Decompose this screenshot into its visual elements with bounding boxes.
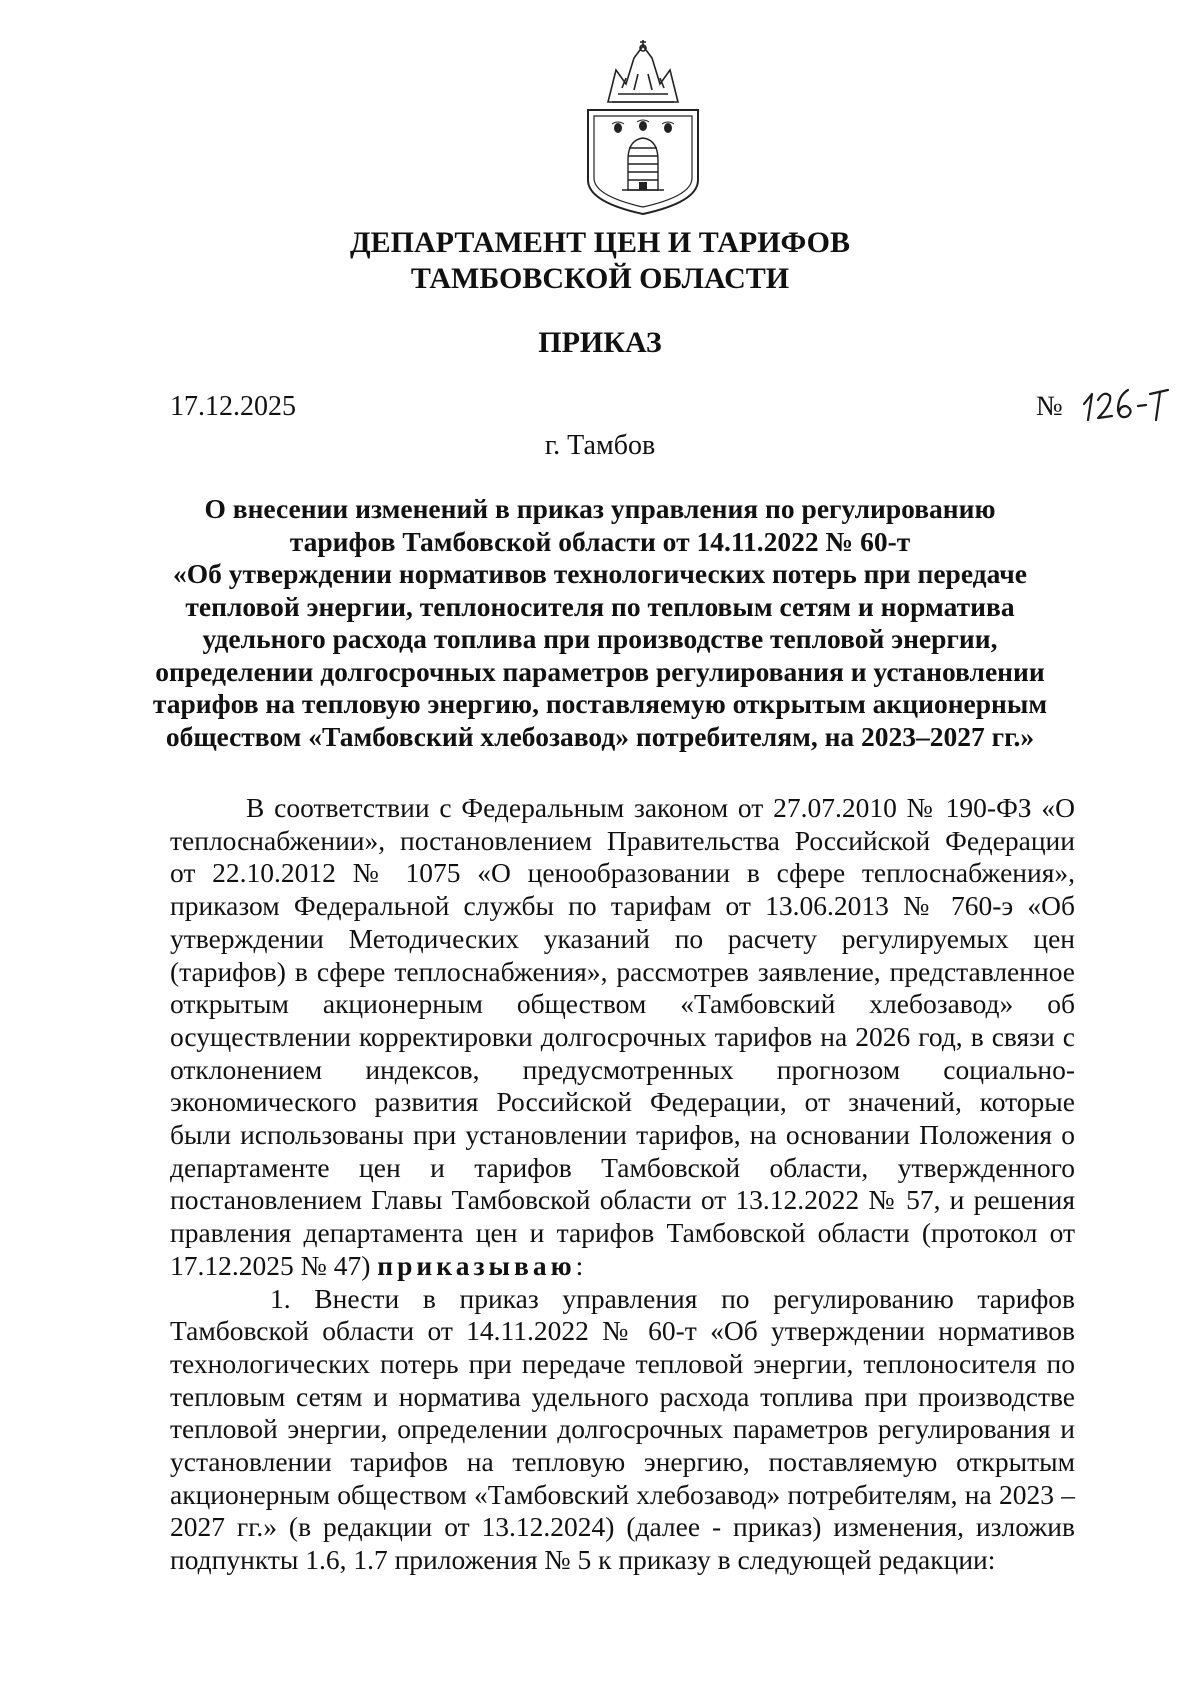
organization-name-line2: ТАМБОВСКОЙ ОБЛАСТИ (410, 262, 790, 295)
title-line: тарифов Тамбовской области от 14.11.2022 № 60-т (289, 525, 911, 557)
order-colon: : (575, 1249, 584, 1281)
document-date: 17.12.2025 (170, 391, 296, 422)
title-line: «Об утверждении нормативов технологических потерь при передаче (173, 558, 1027, 589)
organization-name-line1: ДЕПАРТАМЕНТ ЦЕН И ТАРИФОВ (349, 226, 851, 259)
document-type: ПРИКАЗ (538, 326, 662, 359)
item-1-paragraph: 1. Внести в приказ управления по регулированию тарифов Тамбовской области от 14.11.2022 № 60-т «Об утверждении нормативов технологических потерь при передаче тепловой энергии, теплоносителя по тепловым сетям и норматива удельного расхода топлива при производстве тепловой энергии, определении долгосрочных параметров регулирования и установлении тарифов на тепловую энергию, поставляемую открытым акционерным обществом «Тамбовский хлебозавод» потребителям, на 2023 – 2027 гг.» (в редакции от 13.12.2024) (далее - приказ) изменения, изложив подпункты 1.6, 1.7 приложения № 5 к приказу в следующей редакции: (170, 1282, 1075, 1576)
title-line: О внесении изменений в приказ управления по регулированию (204, 493, 996, 524)
document-place: г. Тамбов (544, 430, 656, 461)
coat-of-arms-icon (578, 40, 708, 218)
preamble-text: В соответствии с Федеральным законом от 27.07.2010 № 190-ФЗ «О теплоснабжении», постановлением Правительства Российской Федерации от 22.10.2012 № 1075 «О ценообразовании в сфере теплоснабжения», приказом Федеральной службы по тарифам от 13.06.2013 № 760-э «Об утверждении Методических указаний по расчету регулируемых цен (тарифов) в сфере теплоснабжения», рассмотрев заявление, представленное открытым акционерным обществом «Тамбовский хлебозавод» об осуществлении корректировки долгосрочных тарифов на 2026 год, в связи с отклонением индексов, предусмотренных прогнозом социально-экономического развития Российской Федерации, от значений, которые были использованы при установлении тарифов, на основании Положения о департаменте цен и тарифов Тамбовской области, утвержденного постановлением Главы Тамбовской области от 13.12.2022 № 57, и решения правления департамента цен и тарифов Тамбовской области (протокол от 17.12.2025 № 47) (170, 792, 1075, 1281)
title-line: определении долгосрочных параметров регулирования и установлении (155, 655, 1045, 687)
title-line: тепловой энергии, теплоносителя по тепловым сетям и норматива (185, 590, 1015, 622)
handwritten-document-number (1080, 380, 1170, 426)
title-line: тарифов на тепловую энергию, поставляемую открытым акционерным (152, 688, 1048, 719)
preamble-paragraph (170, 792, 1075, 1283)
title-line: обществом «Тамбовский хлебозавод» потребителям, на 2023–2027 гг.» (165, 720, 1035, 752)
document-title (150, 493, 1050, 753)
document-body (170, 792, 1075, 1577)
title-line: удельного расхода топлива при производстве тепловой энергии, (202, 623, 998, 654)
order-word: приказываю (377, 1249, 576, 1281)
document-number-label: № (1036, 391, 1063, 422)
